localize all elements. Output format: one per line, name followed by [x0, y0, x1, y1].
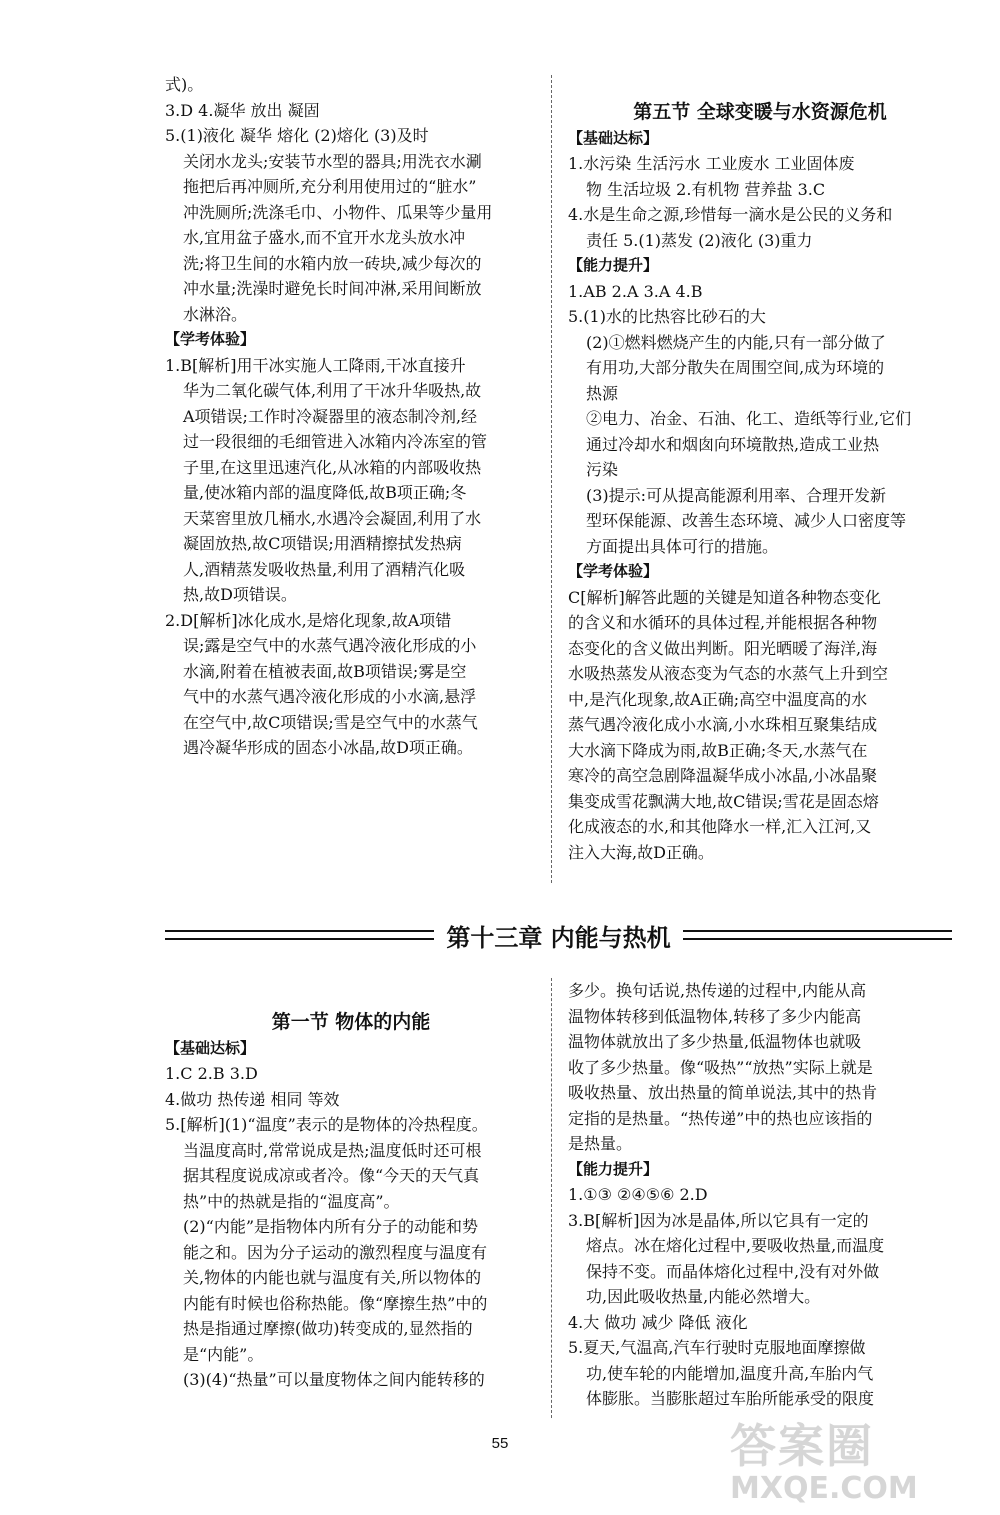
section-tag-basic-2: 【基础达标】 [165, 1038, 256, 1057]
text-line: 1.C 2.B 3.D [165, 1064, 258, 1083]
text-line: 冲洗厕所;洗涤毛巾、小物件、瓜果等少量用 [183, 202, 493, 222]
text-line: 天菜窖里放几桶水,水遇冷会凝固,利用了水 [183, 508, 482, 528]
text-line: 污染 [586, 460, 619, 479]
text-line: 是热量。 [568, 1134, 633, 1153]
text-line: 化成液态的水,和其他降水一样,汇入江河,又 [568, 817, 872, 836]
text-line: 4.水是生命之源,珍惜每一滴水是公民的义务和 [568, 205, 893, 224]
text-line: 关,物体的内能也就与温度有关,所以物体的 [183, 1268, 482, 1287]
text-line: 注入大海,故D正确。 [568, 842, 714, 862]
text-line: 当温度高时,常常说成是热;温度低时还可根 [183, 1140, 482, 1160]
text-line: 华为二氧化碳气体,利用了干冰升华吸热,故 [183, 381, 482, 400]
text-line: 多少。换句话说,热传递的过程中,内能从高 [568, 981, 867, 1000]
text-line: 吸收热量、放出热量的简单说法,其中的热肯 [568, 1083, 878, 1102]
text-line: 过一段很细的毛细管进入冰箱内冷冻室的管 [183, 432, 488, 451]
text-line: 物 生活垃圾 2.有机物 营养盐 3.C [586, 179, 826, 199]
text-line: A项错误;工作时冷凝器里的液态制冷剂,经 [183, 406, 478, 426]
text-line: 责任 5.(1)蒸发 (2)液化 (3)重力 [586, 230, 813, 250]
text-line: 拖把后再冲厕所,充分利用使用过的“脏水” [183, 177, 477, 196]
text-line: 通过冷却水和烟囱向环境散热,造成工业热 [586, 434, 880, 454]
section-tag-ability-2: 【能力提升】 [568, 1159, 659, 1178]
text-line: 5.夏天,气温高,汽车行驶时克服地面摩擦做 [568, 1338, 866, 1357]
text-line: (2)“内能”是指物体内所有分子的动能和势 [183, 1217, 479, 1236]
text-line: 量,使冰箱内部的温度降低,故B项正确;冬 [183, 483, 467, 502]
text-line: 1.①③ ②④⑤⑥ 2.D [568, 1185, 708, 1204]
text-line: 热是指通过摩擦(做功)转变成的,显然指的 [183, 1319, 473, 1338]
chapter-rule-left [165, 930, 434, 940]
watermark-logo [730, 1420, 980, 1510]
text-line: 热源 [586, 383, 619, 403]
text-line: 洗;将卫生间的水箱内放一砖块,减少每次的 [183, 253, 482, 273]
text-line: 在空气中,故C项错误;雪是空气中的水蒸气 [183, 712, 478, 732]
text-line: 温物体转移到低温物体,转移了多少内能高 [568, 1006, 862, 1026]
text-line: 2.D[解析]冰化成水,是熔化现象,故A项错 [165, 610, 452, 630]
bottom-right-column [568, 978, 952, 1412]
text-line: 凝固放热,故C项错误;用酒精擦拭发热病 [183, 534, 462, 553]
text-line: 5.[解析](1)“温度”表示的是物体的冷热程度。 [165, 1115, 488, 1134]
basic-answers [568, 151, 952, 253]
bottom-right-lines-1 [568, 978, 952, 1157]
text-line: 功,使车轮的内能增加,温度升高,车胎内气 [586, 1363, 874, 1383]
text-line: 集变成雪花飘满大地,故C错误;雪花是固态熔 [568, 791, 879, 811]
text-line: 保持不变。而晶体熔化过程中,没有对外做 [586, 1261, 880, 1281]
text-line: 4.大 做功 减少 降低 液化 [568, 1312, 748, 1332]
text-line: (2)①燃料燃烧产生的内能,只有一部分做了 [586, 332, 886, 352]
text-line: 式)。 [165, 75, 204, 94]
top-left-column [165, 72, 537, 761]
text-line: 遇冷凝华形成的固态小冰晶,故D项正确。 [183, 738, 473, 757]
section-title-5: 第五节 全球变暖与水资源危机 [633, 101, 887, 123]
text-line: 子里,在这里迅速汽化,从冰箱的内部吸收热 [183, 457, 482, 477]
text-line: 型环保能源、改善生态环境、减少人口密度等 [586, 511, 907, 530]
watermark-line-1: 答案圈 [730, 1419, 874, 1473]
text-line: 1.AB 2.A 3.A 4.B [568, 281, 703, 301]
bottom-left-lines [165, 1061, 537, 1393]
section-tag-exam: 【学考体验】 [165, 330, 256, 348]
text-line: 冲水量;洗澡时避免长时间冲淋,采用间断放 [183, 279, 482, 298]
text-line: 误;露是空气中的水蒸气遇冷液化形成的小 [183, 636, 477, 655]
top-right-column [568, 100, 952, 865]
text-line: 体膨胀。当膨胀超过车胎所能承受的限度 [586, 1389, 875, 1408]
text-line: 水,宜用盆子盛水,而不宜开水龙头放水冲 [183, 228, 466, 247]
text-line: 水吸热蒸发从液态变为气态的水蒸气上升到空 [568, 664, 889, 683]
section-title-1: 第一节 物体的内能 [271, 1011, 431, 1033]
chapter-title: 第十三章 内能与热机 [446, 923, 671, 952]
text-line: 人,酒精蒸发吸收热量,利用了酒精汽化吸 [183, 559, 466, 579]
text-line: 据其程度说成凉或者冷。像“今天的天气真 [183, 1166, 480, 1185]
page-number: 55 [491, 1435, 509, 1452]
text-line: (3)提示:可从提高能源利用率、合理开发新 [586, 485, 887, 505]
text-line: 蒸气遇冷液化成小水滴,小水珠相互聚集结成 [568, 715, 878, 734]
top-left-lines [165, 72, 537, 327]
text-line: 内能有时候也俗称热能。像“摩擦生热”中的 [183, 1293, 488, 1313]
chapter-rule-right [683, 930, 952, 940]
text-line: 3.B[解析]因为冰是晶体,所以它具有一定的 [568, 1210, 869, 1230]
text-line: 1.B[解析]用干冰实施人工降雨,干冰直接升 [165, 355, 466, 375]
text-line: 水滴,附着在植被表面,故B项错误;雾是空 [183, 661, 467, 681]
text-line: 方面提出具体可行的措施。 [586, 536, 779, 556]
text-line: 热”中的热就是指的“温度高”。 [183, 1191, 400, 1211]
text-line: 水淋浴。 [183, 304, 248, 324]
text-line: 寒冷的高空急剧降温凝华成小冰晶,小冰晶聚 [568, 766, 878, 785]
text-line: 的含义和水循环的具体过程,并能根据各种物 [568, 613, 878, 632]
text-line: 4.做功 热传递 相同 等效 [165, 1089, 340, 1109]
section-tag-ability: 【能力提升】 [568, 256, 659, 274]
text-line: 1.水污染 生活污水 工业废水 工业固体废 [568, 154, 855, 173]
bottom-left-column [165, 1010, 537, 1393]
text-line: 功,因此吸收热量,内能必然增大。 [586, 1287, 821, 1306]
text-line: ②电力、冶金、石油、化工、造纸等行业,它们 [586, 409, 912, 428]
text-line: C[解析]解答此题的关键是知道各种物态变化 [568, 587, 881, 607]
text-line: 态变化的含义做出判断。阳光晒暖了海洋,海 [568, 638, 878, 658]
section-tag-exam-2: 【学考体验】 [568, 562, 659, 580]
text-line: 5.(1)水的比热容比砂石的大 [568, 307, 766, 326]
text-line: 关闭水龙头;安装节水型的器具;用洗衣水涮 [183, 151, 482, 171]
text-line: 是“内能”。 [183, 1344, 264, 1364]
column-divider-bottom [551, 978, 553, 1418]
section-tag-basic: 【基础达标】 [568, 128, 659, 147]
text-line: 5.(1)液化 凝华 熔化 (2)熔化 (3)及时 [165, 126, 429, 145]
text-line: 气中的水蒸气遇冷液化形成的小水滴,悬浮 [183, 687, 477, 706]
text-line: 中,是汽化现象,故A正确;高空中温度高的水 [568, 689, 868, 709]
text-line: 能之和。因为分子运动的激烈程度与温度有 [183, 1242, 488, 1262]
text-line: 收了多少热量。像“吸热”“放热”实际上就是 [568, 1057, 873, 1077]
text-line: 定指的是热量。“热传递”中的热也应该指的 [568, 1108, 873, 1128]
exam-answers [568, 585, 952, 866]
text-line: 温物体就放出了多少热量,低温物体也就吸 [568, 1032, 862, 1051]
chapter-heading [165, 918, 952, 952]
text-line: 大水滴下降成为雨,故B正确;冬天,水蒸气在 [568, 740, 868, 760]
column-divider-top [551, 75, 553, 883]
text-line: 热,故D项错误。 [183, 585, 297, 604]
bottom-right-lines-2 [568, 1182, 952, 1412]
text-line: 3.D 4.凝华 放出 凝固 [165, 100, 320, 120]
text-line: 有用功,大部分散失在周围空间,成为环境的 [586, 358, 885, 377]
top-left-answers [165, 353, 537, 761]
text-line: (3)(4)“热量”可以量度物体之间内能转移的 [183, 1370, 485, 1389]
ability-answers [568, 279, 952, 560]
watermark-line-2: MXQE.COM [730, 1471, 918, 1506]
text-line: 熔点。冰在熔化过程中,要吸收热量,而温度 [586, 1236, 885, 1255]
